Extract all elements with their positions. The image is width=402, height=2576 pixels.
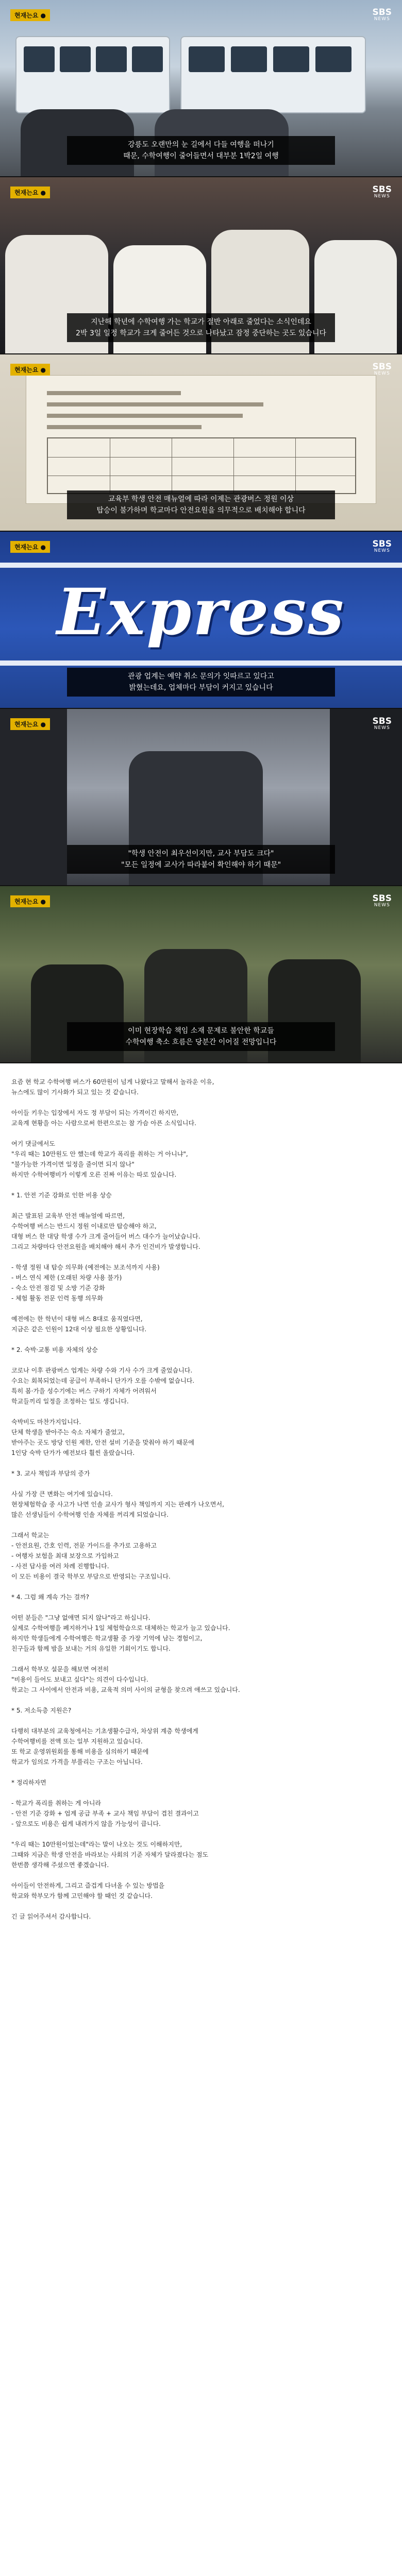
paragraph-gap xyxy=(11,1870,391,1880)
news-caption: 관광 업계는 예약 취소 문의가 잇따르고 있다고 밝혔는데요, 업체마다 부담이 커지고 있습니다 xyxy=(67,668,335,697)
paragraph-gap xyxy=(11,1602,391,1613)
paragraph-gap xyxy=(11,1654,391,1664)
article-line: * 2. 숙박·교통 비용 자체의 상승 xyxy=(11,1346,98,1353)
news-frame-5 xyxy=(0,709,402,886)
article-line: 친구들과 함께 밤을 보내는 거의 유일한 기회이기도 합니다. xyxy=(11,1645,171,1652)
article-line: 지금은 같은 인원이 12대 이상 필요한 상황입니다. xyxy=(11,1326,147,1333)
news-frames xyxy=(0,0,402,1063)
sbs-news-logo: SBS NEWS xyxy=(372,7,392,22)
article-line: - 앞으로도 비용은 쉽게 내려가지 않을 가능성이 큽니다. xyxy=(11,1820,161,1827)
paragraph-gap xyxy=(11,1695,391,1705)
paragraph-gap xyxy=(11,1479,391,1489)
program-tag: 현재는요 ● xyxy=(10,364,50,376)
article-line: - 안전요원, 간호 인력, 전문 가이드를 추가로 고용하고 xyxy=(11,1542,157,1549)
article-line: 그래서 학부모 설문을 해보면 여전히 xyxy=(11,1666,109,1673)
article-line: 코로나 이후 관광버스 업계는 차량 수와 기사 수가 크게 줄었습니다. xyxy=(11,1367,193,1374)
article-line: 학교들끼리 일정을 조정하는 일도 생깁니다. xyxy=(11,1398,129,1405)
paragraph-gap xyxy=(11,1901,391,1911)
article-line: "불가능한 가격이면 일정을 줄이면 되지 않나" xyxy=(11,1161,135,1168)
news-caption: 지난해 학년에 수학여행 가는 학교가 절반 아래로 줄었다는 소식인데요 2박 3일 일정 학교가 크게 줄어든 것으로 나타났고 잠정 중단하는 곳도 있습니다 xyxy=(67,313,335,342)
article-line: 많은 선생님들이 수학여행 인솔 자체를 꺼리게 되었습니다. xyxy=(11,1511,169,1518)
article-line: 예전에는 한 학년이 대형 버스 8대로 움직였다면, xyxy=(11,1315,143,1323)
article-line: 숙박비도 마찬가지입니다. xyxy=(11,1418,81,1426)
article-line: 다행히 대부분의 교육청에서는 기초생활수급자, 차상위 계층 학생에게 xyxy=(11,1727,198,1735)
article-line: 학교와 학부모가 함께 고민해야 할 때인 것 같습니다. xyxy=(11,1892,153,1900)
article-line: "우리 때는 10만원도 안 했는데 학교가 폭리를 취하는 거 아니냐", xyxy=(11,1150,188,1158)
article-line: 어떤 분들은 "그냥 없애면 되지 않나"라고 하십니다. xyxy=(11,1614,150,1621)
sbs-news-logo: SBS NEWS xyxy=(372,362,392,376)
article-line: 현장체험학습 중 사고가 나면 인솔 교사가 형사 책임까지 지는 판례가 나오면서, xyxy=(11,1501,224,1508)
article-line: 수학여행 버스는 반드시 정원 이내로만 탑승해야 하고, xyxy=(11,1223,157,1230)
article-line: 그래서 학교는 xyxy=(11,1532,49,1539)
paragraph-gap xyxy=(11,1582,391,1592)
news-frame-3 xyxy=(0,354,402,532)
paragraph-gap xyxy=(11,1355,391,1365)
news-frame-6 xyxy=(0,886,402,1063)
program-tag: 현재는요 ● xyxy=(10,541,50,553)
article-line: 대형 버스 한 대당 학생 수가 크게 줄어들어 버스 대수가 늘어났습니다. xyxy=(11,1233,200,1240)
document-image xyxy=(26,375,376,504)
news-frame-4 xyxy=(0,532,402,709)
sbs-news-logo: SBS NEWS xyxy=(372,893,392,908)
article-line: 뉴스에도 많이 기사화가 되고 있는 것 같습니다. xyxy=(11,1089,139,1096)
news-frame-1 xyxy=(0,0,402,177)
article-line: 요즘 현 학교 수학여행 버스가 60만원이 넘게 나왔다고 말해서 놀라운 이유, xyxy=(11,1078,214,1086)
sbs-news-logo: SBS NEWS xyxy=(372,184,392,199)
paragraph-gap xyxy=(11,1829,391,1839)
bus-image xyxy=(15,36,170,113)
article-line: * 4. 그럼 왜 계속 가는 걸까? xyxy=(11,1594,90,1601)
article-line: 하지만 수학여행비가 이렇게 오른 진짜 이유는 따로 있습니다. xyxy=(11,1171,177,1178)
article-line: 그리고 차량마다 안전요원을 배치해야 해서 추가 인건비가 발생합니다. xyxy=(11,1243,200,1250)
article-line: 사실 가장 큰 변화는 여기에 있습니다. xyxy=(11,1490,113,1498)
article-line: * 5. 저소득층 지원은? xyxy=(11,1707,72,1714)
article-line: - 여행자 보험을 최대 보장으로 가입하고 xyxy=(11,1552,119,1560)
article-line: * 1. 안전 기준 강화로 인한 비용 상승 xyxy=(11,1192,112,1199)
article-line: "우리 때는 10만원이었는데"라는 말이 나오는 것도 이해하지만, xyxy=(11,1841,182,1848)
express-bus-lettering: Express xyxy=(57,575,345,650)
paragraph-gap xyxy=(11,1520,391,1530)
news-caption: 이미 현장학습 책임 소재 문제로 불안한 학교들 수학여행 축소 흐름은 당분간 이어질 전망입니다 xyxy=(67,1022,335,1051)
article-line: 그때와 지금은 학생 안전을 바라보는 사회의 기준 자체가 달라졌다는 점도 xyxy=(11,1851,209,1858)
article-line: 실제로 수학여행을 폐지하거나 1일 체험학습으로 대체하는 학교가 늘고 있습니다. xyxy=(11,1624,230,1632)
program-tag: 현재는요 ● xyxy=(10,895,50,907)
news-caption: "학생 안전이 최우선이지만, 교사 부담도 크다" "모든 일정에 교사가 따라붙어 확인해야 하기 때문" xyxy=(67,845,335,874)
article-line: * 3. 교사 책임과 부담의 증가 xyxy=(11,1470,90,1477)
program-tag: 현재는요 ● xyxy=(10,187,50,198)
paragraph-gap xyxy=(11,1128,391,1139)
news-caption: 교육부 학생 안전 매뉴얼에 따라 이제는 관광버스 정원 이상 탑승이 불가하며 학교마다 안전요원을 의무적으로 배치해야 합니다 xyxy=(67,490,335,519)
paragraph-gap xyxy=(11,1180,391,1190)
article-line: 이 모든 비용이 결국 학부모 부담으로 반영되는 구조입니다. xyxy=(11,1573,171,1580)
article-line: 하지만 학생들에게 수학여행은 학교생활 중 가장 기억에 남는 경험이고, xyxy=(11,1635,203,1642)
paragraph-gap xyxy=(11,1334,391,1345)
article-line: - 안전 기준 강화 + 업계 공급 부족 + 교사 책임 부담이 겹친 결과이고 xyxy=(11,1810,199,1817)
paragraph-gap xyxy=(11,1097,391,1108)
article-line: * 정리하자면 xyxy=(11,1779,46,1786)
article-line: 수학여행비를 전액 또는 일부 지원하고 있습니다. xyxy=(11,1738,143,1745)
paragraph-gap xyxy=(11,1788,391,1798)
article-line: 학교는 그 사이에서 안전과 비용, 교육적 의미 사이의 균형을 찾으려 애쓰고 있습니다. xyxy=(11,1686,240,1693)
paragraph-gap xyxy=(11,1406,391,1417)
article-line: - 버스 연식 제한 (오래된 차량 사용 불가) xyxy=(11,1274,122,1281)
paragraph-gap xyxy=(11,1458,391,1468)
sbs-news-logo: SBS NEWS xyxy=(372,716,392,731)
article-line: - 숙소 안전 점검 및 소방 기준 강화 xyxy=(11,1284,105,1292)
article-line: 최근 발표된 교육부 안전 매뉴얼에 따르면, xyxy=(11,1212,125,1219)
article-line: - 학생 정원 내 탑승 의무화 (예전에는 보조석까지 사용) xyxy=(11,1264,160,1271)
article-body xyxy=(0,1063,402,1922)
article-line: 학교가 임의로 가격을 부풀리는 구조는 아닙니다. xyxy=(11,1758,143,1766)
article-line: 또 학교 운영위원회를 통해 비용을 심의하기 때문에 xyxy=(11,1748,149,1755)
article-line: 1인당 숙박 단가가 예전보다 훨씬 올랐습니다. xyxy=(11,1449,135,1456)
news-frame-2 xyxy=(0,177,402,354)
paragraph-gap xyxy=(11,1200,391,1211)
sbs-news-logo: SBS NEWS xyxy=(372,539,392,553)
article-line: 긴 글 읽어주셔서 감사합니다. xyxy=(11,1913,91,1920)
paragraph-gap xyxy=(11,1716,391,1726)
article-line: 여기 댓글에서도 xyxy=(11,1140,55,1147)
paragraph-gap xyxy=(11,1303,391,1314)
program-tag: 현재는요 ● xyxy=(10,9,50,21)
paragraph-gap xyxy=(11,1252,391,1262)
article-line: - 학교가 폭리를 취하는 게 아니라 xyxy=(11,1800,102,1807)
paragraph-gap xyxy=(11,1767,391,1777)
article-line: 한번쯤 생각해 주셨으면 좋겠습니다. xyxy=(11,1861,109,1869)
article-line: - 체험 활동 전문 인력 동행 의무화 xyxy=(11,1295,103,1302)
article-line: 단체 학생을 받아주는 숙소 자체가 줄었고, xyxy=(11,1429,125,1436)
article-line: 특히 봄·가을 성수기에는 버스 구하기 자체가 어려워서 xyxy=(11,1387,157,1395)
article-line: 교육계 현황을 아는 사람으로써 한편으로는 참 가슴 아픈 소식입니다. xyxy=(11,1120,196,1127)
news-caption: 강릉도 오랜만의 눈 길에서 다들 여행을 떠나기 때문, 수학여행이 줄어들면서 대부분 1박2일 여행 xyxy=(67,136,335,165)
article-line: 아이들이 안전하게, 그리고 즐겁게 다녀올 수 있는 방법을 xyxy=(11,1882,165,1889)
article-line: 아이들 키우는 입장에서 자도 정 부담이 되는 가격이긴 하지만, xyxy=(11,1109,179,1116)
article-line: - 사전 답사를 여러 차례 진행합니다. xyxy=(11,1563,109,1570)
program-tag: 현재는요 ● xyxy=(10,718,50,730)
bus-image xyxy=(180,36,366,113)
article-line: 받아주는 곳도 방당 인원 제한, 안전 설비 기준을 맞춰야 하기 때문에 xyxy=(11,1439,194,1446)
article-line: 수요는 회복되었는데 공급이 부족하니 단가가 오를 수밖에 없습니다. xyxy=(11,1377,195,1384)
article-line: "비용이 들어도 보내고 싶다"는 의견이 다수입니다. xyxy=(11,1676,148,1683)
